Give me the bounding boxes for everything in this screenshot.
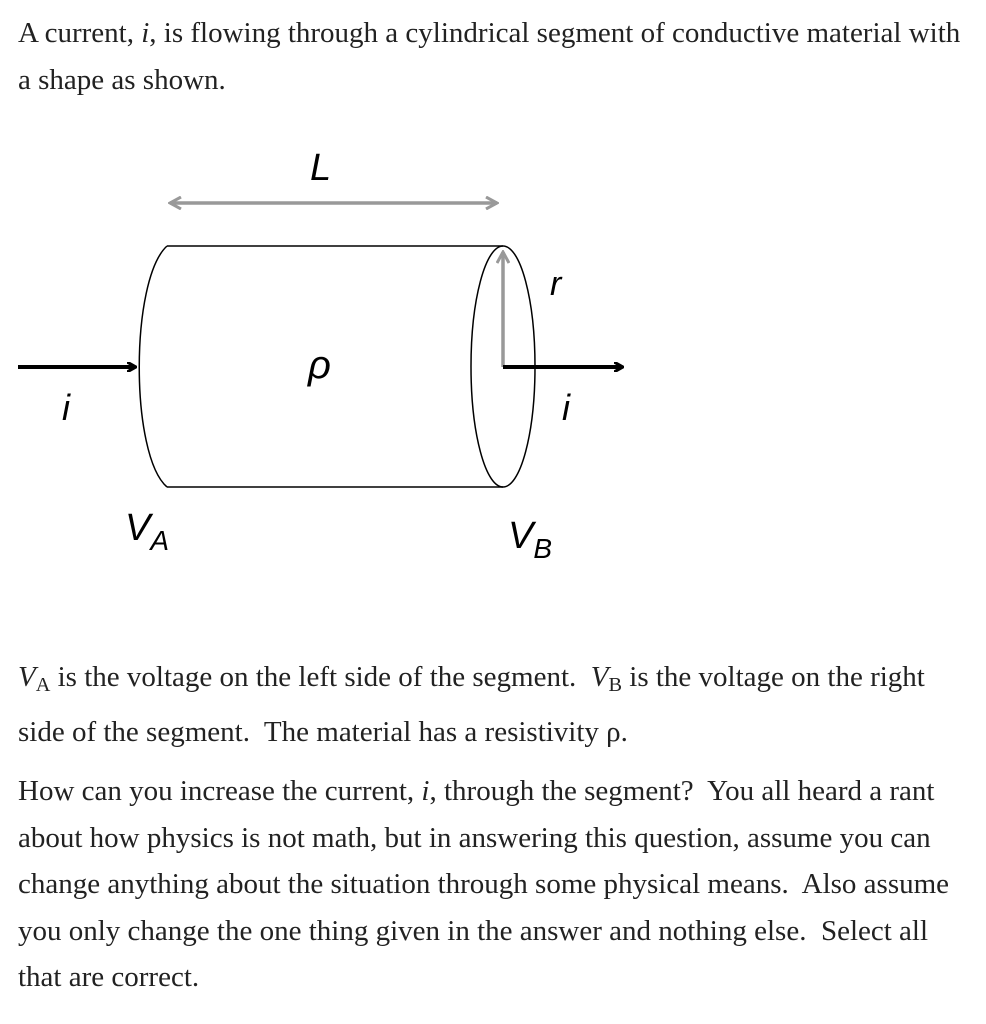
voltage-text: is the voltage on the right side of the segment. The material has a resistivity ρ. bbox=[18, 661, 933, 748]
current-symbol: i bbox=[141, 17, 150, 49]
intro-text bbox=[18, 10, 978, 103]
vb-subscript: B bbox=[608, 674, 623, 697]
intro-text-part: A current, bbox=[18, 17, 142, 49]
question-text bbox=[18, 768, 978, 1001]
current-out-label: i bbox=[562, 387, 570, 428]
cylinder-diagram bbox=[0, 130, 700, 570]
voltage-a-label: $V_A$ bbox=[125, 507, 170, 556]
voltage-text: is the voltage on the left side of the segment. bbox=[50, 661, 591, 693]
va-subscript: A bbox=[35, 674, 51, 697]
intro-text-part: , is flowing through a cylindrical segment of conductive material with a shape as shown. bbox=[18, 17, 961, 96]
cylinder bbox=[139, 246, 535, 487]
va-symbol: V bbox=[18, 661, 36, 693]
current-in-label: i bbox=[62, 387, 70, 428]
radius-label: r bbox=[550, 265, 562, 303]
voltage-description bbox=[18, 654, 978, 755]
length-label: L bbox=[310, 147, 332, 189]
question-part: How can you increase the current, bbox=[18, 775, 422, 807]
vb-symbol: V bbox=[590, 661, 609, 693]
current-symbol: i bbox=[421, 775, 430, 807]
question-part: , through the segment? You all heard a rant about how physics is not math, but in answering this question, assume you can change anything about the situation through some physical means. Also assume you only change the one thing given in the answer and nothing else. Select all that are correct. bbox=[18, 775, 957, 993]
resistivity-label: ρ bbox=[308, 343, 331, 387]
voltage-b-label: $V_B$ bbox=[508, 515, 553, 564]
